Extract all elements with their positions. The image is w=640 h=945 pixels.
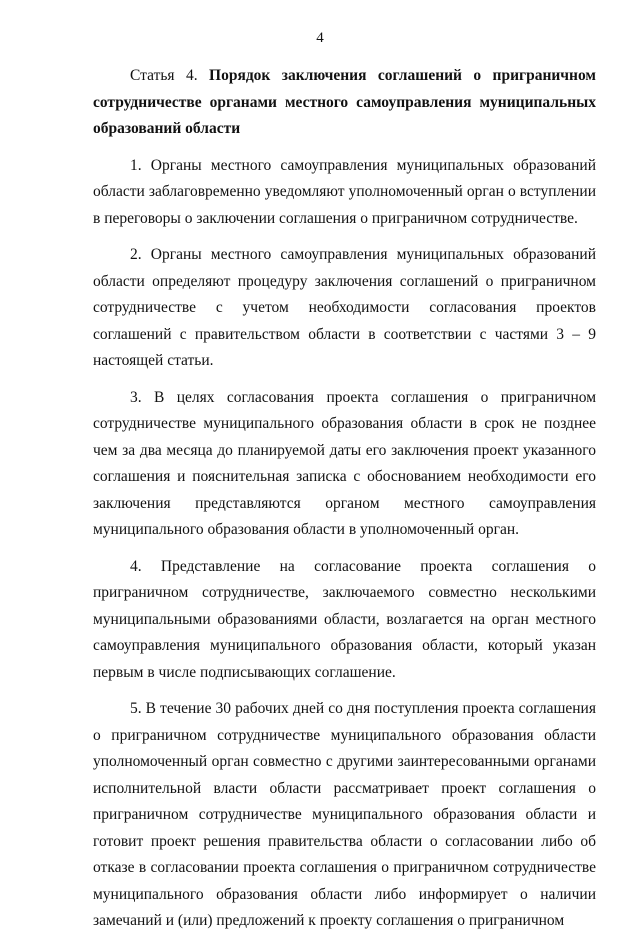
paragraph-2: 2. Органы местного самоуправления муниципальных образований области определяют процедуру заключения соглашений о приграничном сотрудничестве с учетом необходимости согласования проектов соглашений с правительством области в соответствии с частями 3 – 9 настоящей статьи. bbox=[93, 246, 596, 369]
article-heading bbox=[93, 63, 596, 143]
paragraph-5: 5. В течение 30 рабочих дней со дня поступления проекта соглашения о приграничном сотрудничестве муниципального образования области уполномоченный орган совместно с другими заинтересованными органами исполнительной власти области рассматривает проект соглашения о приграничном сотрудничестве муниципального образования области и готовит проект решения правительства области о согласовании либо об отказе в согласовании проекта соглашения о приграничном сотрудничестве муниципального образования области либо информирует о наличии замечаний и (или) предложений к проекту соглашения о приграничном bbox=[93, 700, 596, 929]
paragraph-3: 3. В целях согласования проекта соглашения о приграничном сотрудничестве муниципального образования области в срок не позднее чем за два месяца до планируемой даты его заключения проект указанного соглашения и пояснительная записка с обоснованием необходимости его заключения представляются органом местного самоуправления муниципального образования области в уполномоченный орган. bbox=[93, 388, 596, 538]
paragraph-4: 4. Представление на согласование проекта соглашения о приграничном сотрудничестве, заключаемого совместно несколькими муниципальными образованиями области, возлагается на орган местного самоуправления муниципального образования области, который указан первым в числе подписывающих соглашение. bbox=[93, 557, 596, 681]
page-number: 4 bbox=[316, 30, 324, 46]
document-body bbox=[93, 63, 596, 945]
article-label: Статья 4. bbox=[130, 67, 198, 84]
paragraph-1: 1. Органы местного самоуправления муниципальных образований области заблаговременно уведомляют уполномоченный орган о вступлении в переговоры о заключении соглашения о приграничном сотрудничестве. bbox=[93, 156, 596, 227]
article-title: Порядок заключения соглашений о приграничном сотрудничестве органами местного самоуправления муниципальных образований области bbox=[93, 67, 596, 137]
